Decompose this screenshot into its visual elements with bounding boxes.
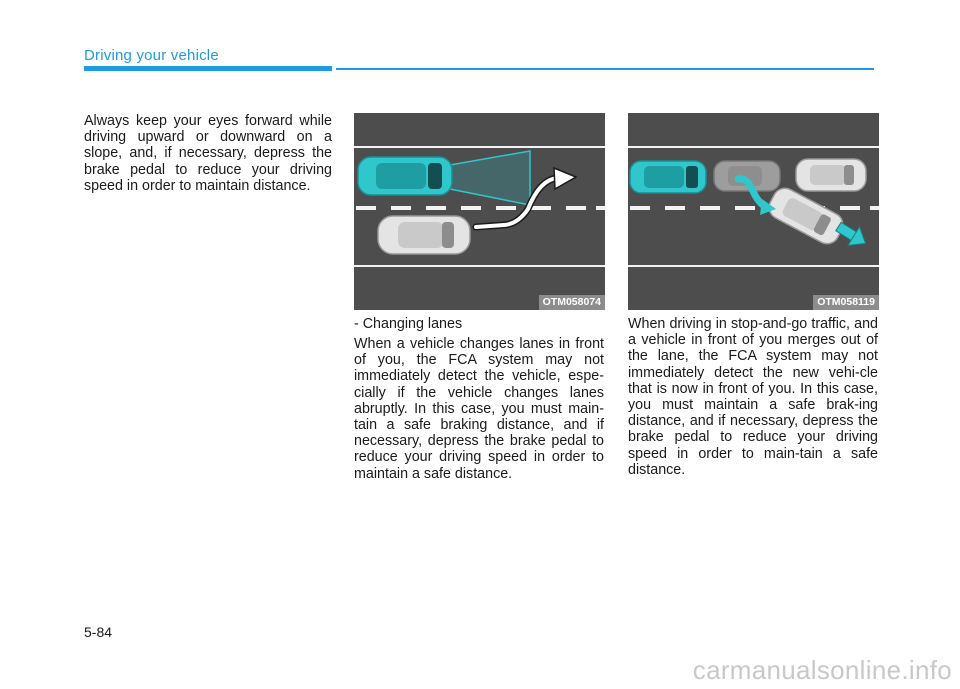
highlighted-car-icon	[358, 157, 452, 195]
header-rule-thick	[84, 66, 332, 71]
intro-paragraph: Always keep your eyes forward while driving upward or downward on a slope, and, if necessary, depress the brake pedal to reduce your driving speed in order to maintain distance.	[84, 113, 332, 194]
figure-code: OTM058074	[539, 295, 605, 310]
white-car-icon	[378, 216, 470, 254]
section-title: Driving your vehicle	[84, 47, 219, 64]
page-number: 5-84	[84, 624, 113, 640]
watermark: carmanualsonline.info	[692, 655, 952, 685]
figure-caption: - Changing lanes	[354, 316, 463, 332]
stop-and-go-paragraph: When driving in stop-and-go traffic, and a vehicle in front of you merges out of the lane, the FCA system may not immediately detect the new vehi-cle that is now in front of you. In this case, you must maintain a safe brak-ing distance, and if necessary, depress the brake pedal to reduce your driving speed in order to main-tain a safe distance.	[628, 316, 878, 478]
figure-stop-and-go	[628, 113, 879, 310]
car-ahead-icon	[796, 159, 866, 191]
figure-code: OTM058119	[813, 295, 879, 310]
stop-and-go-illustration	[628, 113, 879, 310]
highlighted-car-icon	[630, 161, 706, 193]
header-rule-thin	[336, 68, 874, 70]
lane-change-paragraph: When a vehicle changes lanes in front of you, the FCA system may not immediately detect the vehicle, espe-cially if the vehicle changes lanes abruptly. In this case, you must main-tain a safe braking distance, and if necessary, depress the brake pedal to reduce your driving speed in order to maintain a safe distance.	[354, 336, 604, 482]
figure-lane-change	[354, 113, 605, 310]
lane-change-illustration	[354, 113, 605, 310]
